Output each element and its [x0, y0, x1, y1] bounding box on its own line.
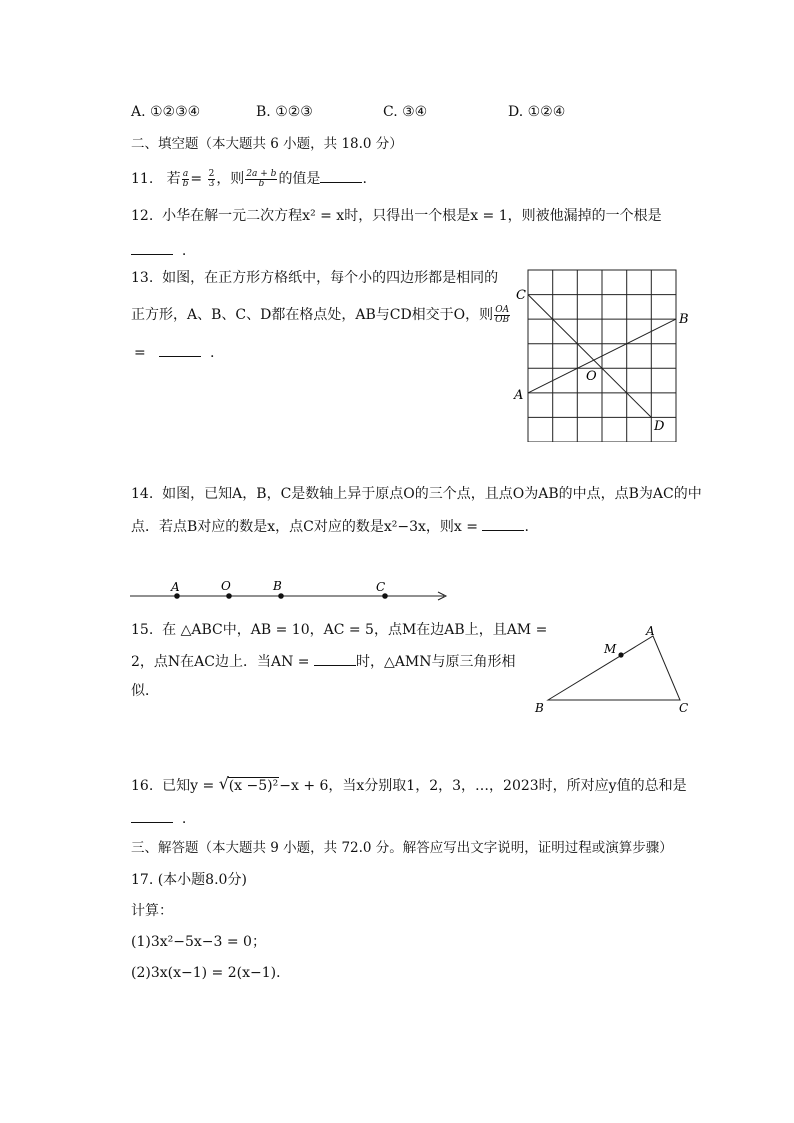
q11-answer-blank[interactable]	[320, 168, 362, 183]
choice-b: B. ①②③	[256, 104, 313, 120]
q13-fraction: $\frac{OA}{OB}$	[495, 304, 510, 325]
label-b: B	[535, 701, 544, 715]
label-m: M	[604, 642, 617, 656]
q11-number: 11.	[131, 171, 154, 187]
label-c: C	[679, 701, 689, 715]
choice-c: C. ③④	[383, 104, 428, 120]
label-d: D	[654, 419, 665, 434]
question-15: 15. 在 △ABC中，AB = 10，AC = 5，点M在边AB上，且AM =	[131, 622, 548, 638]
q16-answer-line: .	[131, 808, 186, 829]
segment-cd	[528, 295, 651, 418]
q17-part-2: (2)3x(x−1) = 2(x−1)．	[131, 965, 291, 981]
label-c: C	[516, 288, 526, 303]
q13-grid-figure	[510, 262, 710, 442]
q16-sqrt: √ (x −5)²	[218, 774, 279, 794]
label-o: O	[586, 369, 597, 384]
question-14: 14. 如图，已知A，B，C是数轴上异于原点O的三个点，且点O为AB的中点，点B为AC的中	[131, 486, 702, 502]
q17-part-1: (1)3x²−5x−3 = 0；	[131, 934, 266, 950]
label-b: B	[273, 579, 282, 593]
q11-fraction-2: $\frac{2}{3}$	[208, 168, 215, 189]
q14-answer-blank[interactable]	[482, 516, 524, 531]
q13-answer-blank[interactable]	[159, 342, 201, 357]
q15-text-1: 在 △ABC中，AB = 10，AC = 5，点M在边AB上，且AM =	[162, 622, 548, 638]
question-17-header: 17. (本小题8.0分)	[131, 872, 247, 888]
label-c: C	[376, 580, 386, 594]
q17-intro: 计算：	[131, 903, 173, 919]
q13-text-1: 如图，在正方形方格纸中，每个小的四边形都是相同的	[162, 270, 499, 286]
label-o: O	[221, 579, 231, 593]
q14-line-2: 点．若点B对应的数是x，点C对应的数是x²−3x，则x = .	[131, 516, 529, 537]
q11-fraction-3: $\frac{2a + b}{b}$	[246, 168, 277, 189]
q12-text: 小华在解一元二次方程x² = x时，只得出一个根是x = 1，则被他漏掉的一个根是	[162, 208, 662, 224]
q12-answer-blank[interactable]	[131, 240, 173, 255]
label-a: A	[514, 388, 524, 403]
question-12: 12. 小华在解一元二次方程x² = x时，只得出一个根是x = 1，则被他漏掉的一个根是	[131, 208, 662, 224]
q14-number-line	[128, 574, 453, 606]
q15-answer-blank[interactable]	[314, 651, 356, 666]
q12-answer-line: .	[131, 240, 186, 261]
question-16: 16. 已知y = √ (x −5)²−x + 6，当x分别取1，2，3，…，2023时，所对应y值的总和是	[131, 774, 687, 794]
q11-pre: 若	[166, 171, 181, 187]
q13-answer-line: = .	[134, 342, 214, 363]
label-a: A	[646, 624, 655, 638]
question-13: 13. 如图，在正方形方格纸中，每个小的四边形都是相同的	[131, 270, 499, 286]
question-11: 11. 若 $\frac{a}{b}$ = $\frac{2}{3}$ ，则 $\frac{2a + b}{b}$ 的值是 .	[131, 168, 367, 189]
q16-answer-blank[interactable]	[131, 808, 173, 823]
section-2-title: 二、填空题（本大题共 6 小题，共 18.0 分）	[131, 136, 403, 152]
label-b: B	[679, 312, 689, 327]
section-3-title: 三、解答题（本大题共 9 小题，共 72.0 分。解答应写出文字说明，证明过程或演算步骤）	[131, 840, 673, 856]
choice-a: A. ①②③④	[131, 104, 201, 120]
q15-line-2: 2，点N在AC边上．当AN = 时，△AMN与原三角形相	[131, 651, 515, 672]
q15-triangle-figure	[528, 618, 698, 718]
label-a: A	[171, 580, 180, 594]
q11-fraction-1: $\frac{a}{b}$	[182, 168, 189, 189]
q15-line-3: 似．	[131, 683, 159, 699]
q13-line-2: 正方形，A、B、C、D都在格点处，AB与CD相交于O，则 $\frac{OA}{OB}$	[131, 304, 510, 325]
q14-text-1: 如图，已知A，B，C是数轴上异于原点O的三个点，且点O为AB的中点，点B为AC的中	[162, 486, 702, 502]
choice-d: D. ①②④	[508, 104, 566, 120]
